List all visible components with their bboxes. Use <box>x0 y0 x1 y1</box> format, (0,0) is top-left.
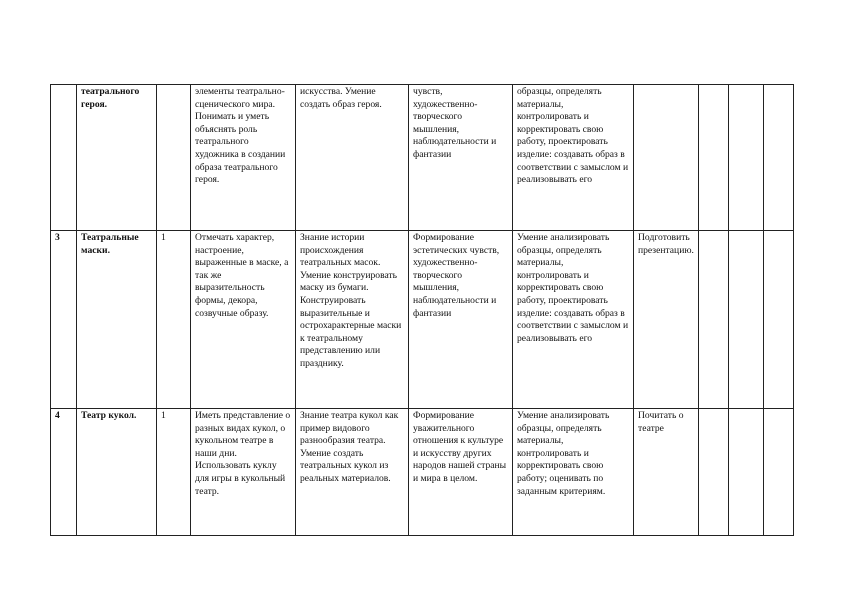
empty-cell <box>699 231 729 409</box>
meta-results-cell: Умение анализировать образцы, определять материалы, контролировать и корректировать свою работу, проектировать изделие: создавать образ в соответствии с замыслом и реализовывать его <box>513 231 634 409</box>
table-row <box>51 85 794 231</box>
meta-results-cell: Умение анализировать образцы, определять материалы, контролировать и корректировать свою работу; оценивать по заданным критериям. <box>513 409 634 536</box>
homework-cell: Почитать о театре <box>634 409 699 536</box>
subject-results-cell: Знание истории происхождения театральных масок. Умение конструировать маску из бумаги. Конструировать выразительные и острохарактерные маски к театральному представлению или празднику. <box>296 231 409 409</box>
personal-results-cell: чувств, художественно-творческого мышления, наблюдательности и фантазии <box>409 85 513 231</box>
empty-cell <box>729 409 764 536</box>
lesson-plan-table <box>50 84 794 536</box>
empty-cell <box>764 85 794 231</box>
subject-results-cell: Знание театра кукол как пример видового разнообразия театра. Умение создать театральных кукол из реальных материалов. <box>296 409 409 536</box>
empty-cell <box>764 409 794 536</box>
lesson-number-cell <box>51 85 77 231</box>
activities-cell: элементы театрально-сценического мира. Понимать и уметь объяснять роль театрального художника в создании образа театрального героя. <box>191 85 296 231</box>
hours-cell: 1 <box>157 409 191 536</box>
subject-results-cell: искусства. Умение создать образ героя. <box>296 85 409 231</box>
activities-cell: Отмечать характер, настроение, выраженные в маске, а так же выразительность формы, декора, созвучные образу. <box>191 231 296 409</box>
activities-cell: Иметь представление о разных видах кукол, о кукольном театре в наши дни. Использовать куклу для игры в кукольный театр. <box>191 409 296 536</box>
lesson-number-cell: 3 <box>51 231 77 409</box>
hours-cell <box>157 85 191 231</box>
empty-cell <box>699 409 729 536</box>
homework-cell: Подготовить презентацию. <box>634 231 699 409</box>
lesson-topic-cell: театрального героя. <box>77 85 157 231</box>
homework-cell <box>634 85 699 231</box>
table-row <box>51 231 794 409</box>
meta-results-cell: образцы, определять материалы, контролировать и корректировать свою работу, проектировать изделие: создавать образ в соответствии с замыслом и реализовывать его <box>513 85 634 231</box>
lesson-topic-cell: Театральные маски. <box>77 231 157 409</box>
personal-results-cell: Формирование эстетических чувств, художественно-творческого мышления, наблюдательности и фантазии <box>409 231 513 409</box>
lesson-number-cell: 4 <box>51 409 77 536</box>
empty-cell <box>729 85 764 231</box>
table-row <box>51 409 794 536</box>
lesson-topic-cell: Театр кукол. <box>77 409 157 536</box>
empty-cell <box>699 85 729 231</box>
empty-cell <box>764 231 794 409</box>
hours-cell: 1 <box>157 231 191 409</box>
empty-cell <box>729 231 764 409</box>
personal-results-cell: Формирование уважительного отношения к культуре и искусству других народов нашей страны и мира в целом. <box>409 409 513 536</box>
